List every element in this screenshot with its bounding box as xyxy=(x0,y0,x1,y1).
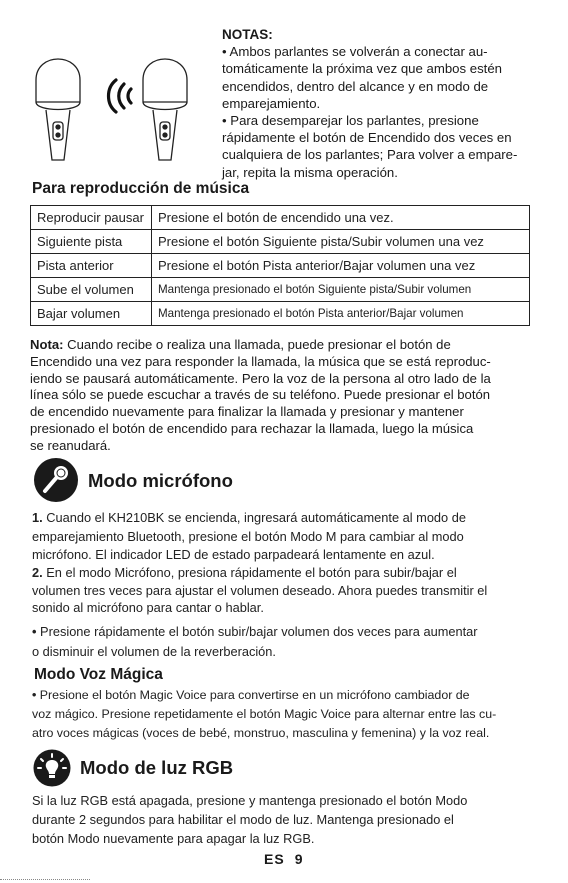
table-cell-action: Sube el volumen xyxy=(31,278,152,302)
step-line: En el modo Micrófono, presiona rápidamente el botón para subir/bajar el xyxy=(42,565,457,580)
notes-line: rápidamente el botón de Encendido dos veces en xyxy=(222,130,512,146)
bullet-glyph: • xyxy=(32,688,37,702)
divider xyxy=(0,879,90,881)
table-cell-instruction: Presione el botón Siguiente pista/Subir volumen una vez xyxy=(152,230,530,254)
note-line: de encendido nuevamente para finalizar la llamada y presionar y mantener xyxy=(30,404,464,420)
step-line: volumen tres veces para ajustar el volumen deseado. Ahora puedes transmitir el xyxy=(32,582,488,598)
step-line: Cuando el KH210BK se encienda, ingresará automáticamente al modo de xyxy=(42,510,466,525)
music-controls-table xyxy=(30,205,530,326)
notes-line: jar, repita la misma operación. xyxy=(222,164,398,180)
step-line: sonido al micrófono para cantar o hablar. xyxy=(32,600,264,615)
table-row xyxy=(31,254,530,278)
step-number: 1. xyxy=(32,510,43,525)
step-number: 2. xyxy=(32,565,43,580)
notes-line: tomáticamente la próxima vez que ambos estén xyxy=(222,61,503,77)
rgb-line: Si la luz RGB está apagada, presione y mantenga presionado el botón Modo xyxy=(32,793,468,808)
notes-block xyxy=(222,26,542,181)
notes-line: cualquiera de los parlantes; Para volver a empare- xyxy=(222,147,518,163)
magic-line: atro voces mágicas (voces de bebé, monstruo, masculina y femenina) y la voz real. xyxy=(32,725,490,740)
table-row xyxy=(31,278,530,302)
microphone-icon xyxy=(33,457,79,503)
table-cell-instruction: Presione el botón de encendido una vez. xyxy=(152,206,530,230)
note-label: Nota: xyxy=(30,337,64,352)
footer-language: ES xyxy=(264,851,285,867)
note-line: línea sólo se puede escuchar a través de su teléfono. Puede presionar el botón xyxy=(30,387,491,403)
table-cell-action: Bajar volumen xyxy=(31,302,152,326)
note-line: Encendido una vez para responder la llamada, la música que se está reproduc- xyxy=(30,353,491,369)
table-row xyxy=(31,302,530,326)
mic-mode-step-1 xyxy=(32,509,532,565)
table-cell-instruction: Mantenga presionado el botón Pista anterior/Bajar volumen xyxy=(152,302,530,326)
page-number: 9 xyxy=(294,851,304,867)
magic-voice-title: Modo Voz Mágica xyxy=(34,666,163,683)
rgb-line: botón Modo nuevamente para apagar la luz RGB. xyxy=(32,830,315,846)
music-section-title: Para reproducción de música xyxy=(32,180,250,197)
table-row xyxy=(31,206,530,230)
two-microphones-illustration xyxy=(28,32,198,167)
table-cell-action: Pista anterior xyxy=(31,254,152,278)
table-cell-instruction: Presione el botón Pista anterior/Bajar volumen una vez xyxy=(152,254,530,278)
table-row xyxy=(31,230,530,254)
magic-line: Presione el botón Magic Voice para convertirse en un micrófono cambiador de xyxy=(36,688,470,702)
notes-line: • Ambos parlantes se volverán a conectar au- xyxy=(222,44,488,60)
light-bulb-icon xyxy=(33,749,71,787)
magic-line: voz mágico. Presione repetidamente el botón Magic Voice para alternar entre las cu- xyxy=(32,706,497,721)
table-cell-action: Siguiente pista xyxy=(31,230,152,254)
table-cell-action: Reproducir pausar xyxy=(31,206,152,230)
note-line: presionado el botón de encendido para rechazar la llamada, luego la música xyxy=(30,420,474,436)
note-line: iendo se pausará automáticamente. Pero la voz de la persona al otro lado de la xyxy=(30,370,491,386)
table-cell-instruction: Mantenga presionado el botón Siguiente pista/Subir volumen xyxy=(152,278,530,302)
call-note-paragraph xyxy=(30,337,540,455)
magic-voice-paragraph xyxy=(32,686,537,742)
rgb-line: durante 2 segundos para habilitar el modo de luz. Mantenga presionado el xyxy=(32,811,454,827)
page-footer xyxy=(264,851,313,867)
mic-mode-step-2 xyxy=(32,564,532,617)
notes-line: • Para desemparejar los parlantes, presione xyxy=(222,113,479,129)
mic-mode-title: Modo micrófono xyxy=(88,470,233,491)
note-line: se reanudará. xyxy=(30,437,111,453)
bullet-glyph: • xyxy=(32,624,37,639)
step-line: emparejamiento Bluetooth, presione el botón Modo M para cambiar al modo xyxy=(32,528,464,544)
notes-line: encendidos, dentro del alcance y en modo de xyxy=(222,78,489,94)
rgb-mode-paragraph xyxy=(32,792,532,848)
notes-line: emparejamiento. xyxy=(222,95,321,111)
rgb-mode-title: Modo de luz RGB xyxy=(80,757,234,778)
bullet-line: Presione rápidamente el botón subir/bajar volumen dos veces para aumentar xyxy=(36,624,478,639)
bullet-line: o disminuir el volumen de la reverberación. xyxy=(32,644,276,659)
note-line: Cuando recibe o realiza una llamada, puede presionar el botón de xyxy=(63,337,451,352)
notes-heading: NOTAS: xyxy=(222,27,273,42)
step-line: micrófono. El indicador LED de estado parpadeará lentamente en azul. xyxy=(32,547,435,562)
mic-mode-bullet xyxy=(32,622,532,662)
